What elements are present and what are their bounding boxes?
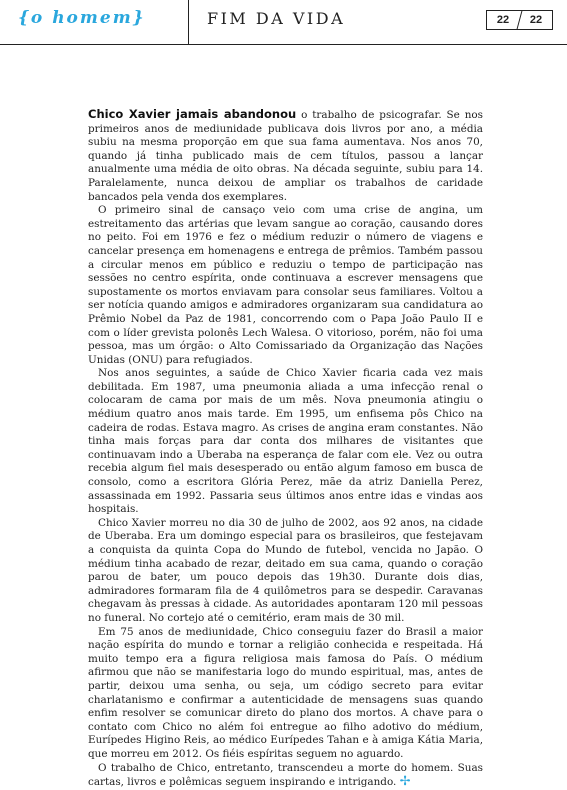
paragraph-1 <box>88 108 483 204</box>
page-number-box <box>486 10 553 30</box>
paragraph-1-text: o trabalho de psicografar. Se nos primeiros anos de mediunidade publicava dois livros por ano, a média subiu na mesma proporção em que sua fama aumentava. Nos anos 70, quando já tinha publicado mais de cem títulos, passou a lançar anualmente uma média de oito obras. Na década seguinte, subiu para 14. Paralelamente, nunca deixou de ampliar os trabalhos de caridade bancados pela venda dos exemplares. <box>88 109 483 203</box>
lead-in: Chico Xavier jamais abandonou <box>88 107 297 121</box>
page-number-left: 22 <box>496 14 510 26</box>
paragraph-3: Nos anos seguintes, a saúde de Chico Xavier ficaria cada vez mais debilitada. Em 1987, uma pneumonia aliada a uma infecção renal o colocaram de cama por mais de um mês. Nova pneumonia atingiu o médium quatro anos mais tarde. Em 1995, um enfisema pôs Chico na cadeira de rodas. Estava magro. As crises de angina eram constantes. Não tinha mais forças para dar conta dos milhares de visitantes que continuavam indo a Uberaba na esperança de falar com ele. Vez ou outra recebia algum fiel mais desesperado ou então algum famoso em busca de consolo, como a escritora Glória Perez, mãe da atriz Daniella Perez, assassinada em 1992. Passaria seus últimos anos entre idas e vindas aos hospitais. <box>88 367 483 516</box>
paragraph-4: Chico Xavier morreu no dia 30 de julho de 2002, aos 92 anos, na cidade de Uberaba. Era um domingo especial para os brasileiros, que festejavam a conquista da quinta Copa do Mundo de futebol, vencida no Japão. O médium tinha acabado de rezar, deitado em sua cama, quando o coração parou de bater, um pouco depois das 19h30. Durante dois dias, admiradores formaram fila de 4 quilômetros para se despedir. Caravanas chegavam às pressas à cidade. As autoridades apontaram 120 mil pessoas no funeral. No cortejo até o cemitério, eram mais de 30 mil. <box>88 516 483 624</box>
magazine-brand: {o homem} <box>18 8 146 28</box>
paragraph-5: Em 75 anos de mediunidade, Chico conseguiu fazer do Brasil a maior nação espírita do mundo e tornar a religião conhecida e respeitada. Há muito tempo era a figura religiosa mais famosa do País. O médium afirmou que não se manifestaria logo do mundo espiritual, mas, antes de partir, deixou uma senha, ou seja, um código secreto para evitar charlatanismo e confirmar a autenticidade de mensagens suas quando enfim resolver se comunicar direto do plano dos mortos. A chave para o contato com Chico no além foi entregue ao filho adotivo do médium, Eurípedes Higino Reis, ao médico Eurípedes Tahan e à amiga Kátia Maria, que morreu em 2012. Os fiéis espíritas seguem no aguardo. <box>88 625 483 760</box>
article-body <box>88 108 483 790</box>
paragraph-2: O primeiro sinal de cansaço veio com uma crise de angina, um estreitamento das artérias que levam sangue ao coração, causando dores no peito. Foi em 1976 e fez o médium reduzir o número de viagens e cancelar presença em homenagens e entrega de prêmios. Também passou a circular menos em público e reduziu o tempo de participação nas sessões no centro espírita, onde continuava a escrever mensagens que supostamente os mortos enviavam para consolar seus familiares. Voltou a ser notícia quando amigos e admiradores organizaram sua candidatura ao Prêmio Nobel da Paz de 1981, concorrendo com o Papa João Paulo II e com o líder grevista polonês Lech Walesa. O vitorioso, porém, não foi uma pessoa, mas um órgão: o Alto Comissariado da Organização das Nações Unidas (ONU) para refugiados. <box>88 204 483 366</box>
paragraph-6-text: O trabalho de Chico, entretanto, transcendeu a morte do homem. Suas cartas, livros e polêmicas seguem inspirando e intrigando. <box>88 761 483 789</box>
page-header <box>0 0 567 44</box>
header-rule <box>0 44 567 45</box>
page-number-right: 22 <box>529 14 543 26</box>
header-divider <box>188 0 189 44</box>
paragraph-6 <box>88 762 483 790</box>
section-title: FIM DA VIDA <box>207 9 346 28</box>
end-mark-icon: ✢ <box>399 774 411 790</box>
